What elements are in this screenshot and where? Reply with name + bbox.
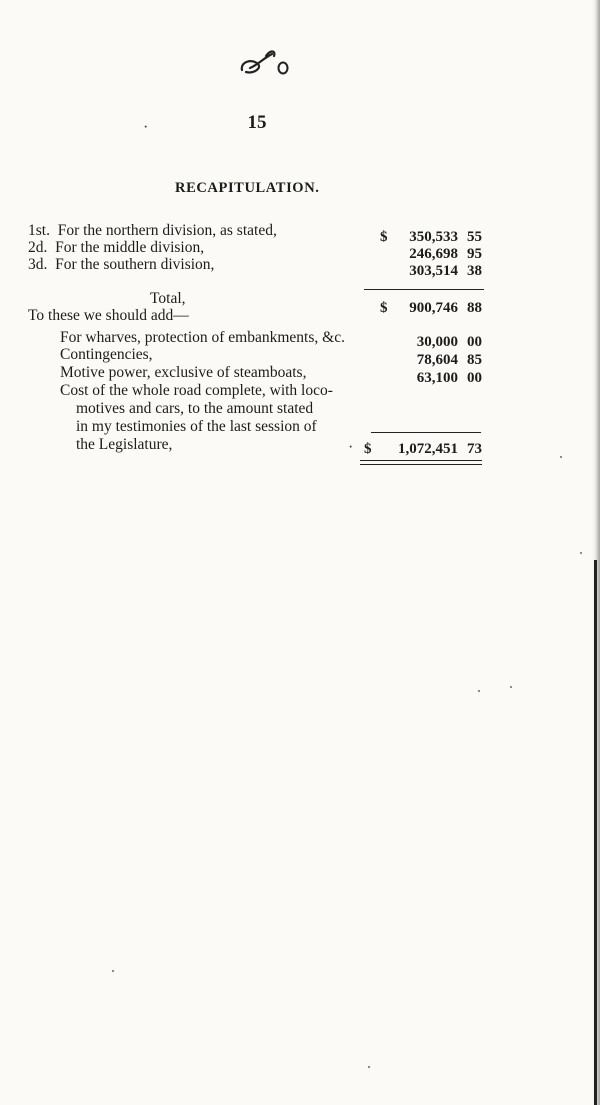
speck (368, 1066, 370, 1068)
addition-amount-motive-power (380, 370, 484, 387)
amount-cents: 73 (467, 441, 482, 457)
section-heading: RECAPITULATION. (175, 180, 320, 196)
grand-total-double-rule-bottom (360, 464, 482, 465)
addition-label-wharves: For wharves, protection of embankments, &c. (60, 329, 345, 346)
amount-dollars: 1,072,451 (398, 441, 458, 457)
speck-dot: · (143, 119, 149, 136)
dollar-sign: $ (380, 300, 388, 316)
page-edge-line (594, 560, 597, 1105)
amount-dollars: 350,533 (409, 229, 458, 245)
amount-dollars: 303,514 (409, 263, 458, 279)
amount-cents: 38 (467, 263, 482, 279)
grand-total-line-4: the Legislature, (76, 436, 173, 453)
speck (560, 456, 562, 458)
division-amount-northern (380, 229, 484, 246)
addition-label-contingencies: Contingencies, (60, 346, 153, 363)
grand-total-leader-rule (371, 432, 481, 433)
speck (112, 970, 114, 972)
speck (580, 552, 582, 554)
amount-dollars: 246,698 (409, 246, 458, 262)
amount-cents: 88 (467, 300, 482, 316)
dollar-sign: $ (364, 441, 372, 457)
handwritten-folio-mark (236, 44, 296, 84)
page-number: 15 (247, 112, 267, 133)
amount-cents: 55 (467, 229, 482, 245)
total-amount (380, 300, 484, 317)
total-label: Total, (150, 290, 186, 307)
grand-total-line-3: in my testimonies of the last session of (76, 418, 317, 435)
addition-amount-wharves (380, 334, 484, 351)
speck (478, 690, 480, 692)
amount-cents: 00 (467, 370, 482, 386)
amount-cents: 00 (467, 334, 482, 350)
add-intro: To these we should add— (28, 307, 189, 324)
grand-total-line-1: Cost of the whole road complete, with loco- (60, 382, 333, 399)
dollar-sign: $ (380, 229, 388, 245)
amount-dollars: 30,000 (416, 334, 458, 350)
division-label-northern: 1st. For the northern division, as stated, (28, 222, 277, 239)
division-amount-middle (380, 246, 484, 263)
amount-dollars: 78,604 (416, 352, 458, 368)
leader-dot: · (348, 439, 354, 456)
grand-total-double-rule-top (360, 460, 482, 461)
amount-cents: 85 (467, 352, 482, 368)
amount-dollars: 63,100 (416, 370, 458, 386)
addition-amount-contingencies (380, 352, 484, 369)
amount-cents: 95 (467, 246, 482, 262)
addition-label-motive-power: Motive power, exclusive of steamboats, (60, 364, 307, 381)
subtotal-rule (364, 289, 484, 290)
division-label-middle: 2d. For the middle division, (28, 239, 205, 256)
speck (510, 686, 512, 688)
grand-total-amount (364, 441, 484, 458)
division-label-southern: 3d. For the southern division, (28, 256, 215, 273)
division-amount-southern (380, 263, 484, 280)
grand-total-line-2: motives and cars, to the amount stated (76, 400, 314, 417)
amount-dollars: 900,746 (409, 300, 458, 316)
